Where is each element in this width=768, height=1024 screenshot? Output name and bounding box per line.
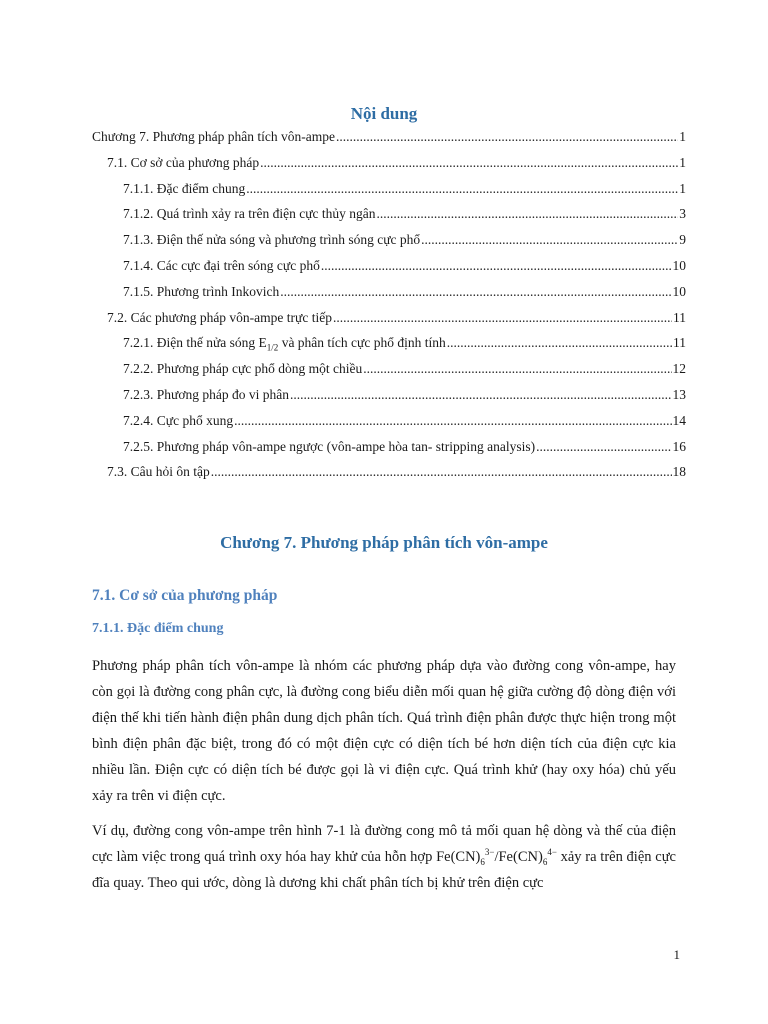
toc-entry-label: 7.2.5. Phương pháp vôn-ampe ngược (vôn-ampe hòa tan- stripping analysis) <box>123 438 536 454</box>
page-number: 1 <box>673 947 680 962</box>
toc-entry-page: 11 <box>673 309 686 325</box>
toc-entry-label: 7.3. Câu hỏi ôn tập <box>107 464 210 480</box>
subsection-heading: 7.1.1. Đặc điểm chung <box>92 621 224 636</box>
toc-entry[interactable] <box>92 231 686 257</box>
toc-leader-dots <box>290 386 672 403</box>
table-of-contents <box>92 128 686 489</box>
toc-entry-page: 11 <box>673 335 686 351</box>
toc-entry-page: 1 <box>679 180 686 196</box>
toc-entry[interactable] <box>92 154 686 180</box>
toc-title: Nội dung <box>350 104 418 123</box>
toc-leader-dots <box>211 463 672 480</box>
toc-entry-label: 7.2.2. Phương pháp cực phổ dòng một chiều <box>123 361 363 377</box>
section-heading: 7.1. Cơ sở của phương pháp <box>92 587 278 604</box>
toc-entry-page: 9 <box>679 232 686 248</box>
toc-entry-page: 12 <box>672 361 686 377</box>
toc-leader-dots <box>421 231 678 248</box>
toc-entry-label: 7.1.1. Đặc điểm chung <box>123 180 246 196</box>
toc-leader-dots <box>280 283 671 300</box>
toc-entry-page: 14 <box>672 412 686 428</box>
toc-entry-page: 3 <box>679 206 686 222</box>
toc-leader-dots <box>321 257 672 274</box>
toc-entry[interactable] <box>92 180 686 206</box>
toc-leader-dots <box>260 154 678 171</box>
body-paragraph: Ví dụ, đường cong vôn-ampe trên hình 7-1 là đường cong mô tả mối quan hệ dòng và thế của điện cực làm việc trong quá trình oxy hóa hay khử của hỗn hợp $Fe(CN)_6^{3-}/Fe(CN)_6^{4-}$ xảy ra trên điện cực đĩa quay. Theo qui ước, dòng là dương khi chất phân tích bị khử trên điện cực <box>92 823 676 891</box>
toc-entry[interactable] <box>92 283 686 309</box>
toc-leader-dots <box>447 334 672 351</box>
toc-leader-dots <box>333 309 672 326</box>
toc-entry-page: 13 <box>672 386 686 402</box>
toc-entry-label: 7.2. Các phương pháp vôn-ampe trực tiếp <box>107 309 332 325</box>
toc-entry-page: 10 <box>672 283 686 299</box>
toc-entry-page: 10 <box>672 257 686 273</box>
toc-entry-label: 7.1. Cơ sở của phương pháp <box>107 154 260 170</box>
toc-entry-label: 7.2.4. Cực phổ xung <box>123 412 234 428</box>
toc-entry-page: 1 <box>679 154 686 170</box>
toc-entry-page: 1 <box>679 129 686 144</box>
toc-entry[interactable] <box>92 386 686 412</box>
toc-entry[interactable] <box>92 309 686 335</box>
toc-entry-page: 16 <box>672 438 686 454</box>
toc-leader-dots <box>377 205 679 222</box>
toc-leader-dots <box>336 128 678 145</box>
toc-leader-dots <box>234 412 671 429</box>
toc-leader-dots <box>246 180 678 197</box>
toc-entry[interactable] <box>92 334 686 360</box>
toc-entry-label: Chương 7. Phương pháp phân tích vôn-ampe <box>92 129 336 144</box>
toc-entry-label: 7.1.5. Phương trình Inkovich <box>123 283 280 299</box>
toc-entry-page: 18 <box>672 464 686 480</box>
toc-entry[interactable] <box>92 205 686 231</box>
toc-entry-label: 7.1.3. Điện thế nửa sóng và phương trình sóng cực phổ <box>123 232 421 248</box>
toc-entry[interactable] <box>92 360 686 386</box>
toc-entry-label: 7.2.1. Điện thế nửa sóng $E_{1/2}$ và phân tích cực phổ định tính <box>123 335 446 354</box>
toc-entry[interactable] <box>92 412 686 438</box>
toc-entry[interactable] <box>92 257 686 283</box>
toc-leader-dots <box>536 438 671 455</box>
toc-leader-dots <box>363 360 671 377</box>
toc-entry[interactable] <box>92 463 686 489</box>
chapter-title: Chương 7. Phương pháp phân tích vôn-ampe <box>220 533 548 552</box>
toc-entry-label: 7.2.3. Phương pháp đo vi phân <box>123 386 289 402</box>
toc-entry[interactable] <box>92 128 686 154</box>
toc-entry-label: 7.1.2. Quá trình xảy ra trên điện cực thủy ngân <box>123 206 376 222</box>
toc-entry[interactable] <box>92 438 686 464</box>
body-paragraph: Phương pháp phân tích vôn-ampe là nhóm các phương pháp dựa vào đường cong vôn-ampe, hay còn gọi là đường cong phân cực, là đường cong biểu diễn mối quan hệ giữa cường độ dòng điện với điện thế khi tiến hành điện phân dung dịch phân tích. Quá trình điện phân được thực hiện trong một bình điện phân đặc biệt, trong đó có một điện cực có diện tích bé hơn diện tích của điện cực kia nhiều lần. Điện cực có diện tích bé được gọi là vi điện cực. Quá trình khử (hay oxy hóa) chủ yếu xảy ra trên vi điện cực. <box>92 658 676 804</box>
toc-entry-label: 7.1.4. Các cực đại trên sóng cực phổ <box>123 257 320 273</box>
